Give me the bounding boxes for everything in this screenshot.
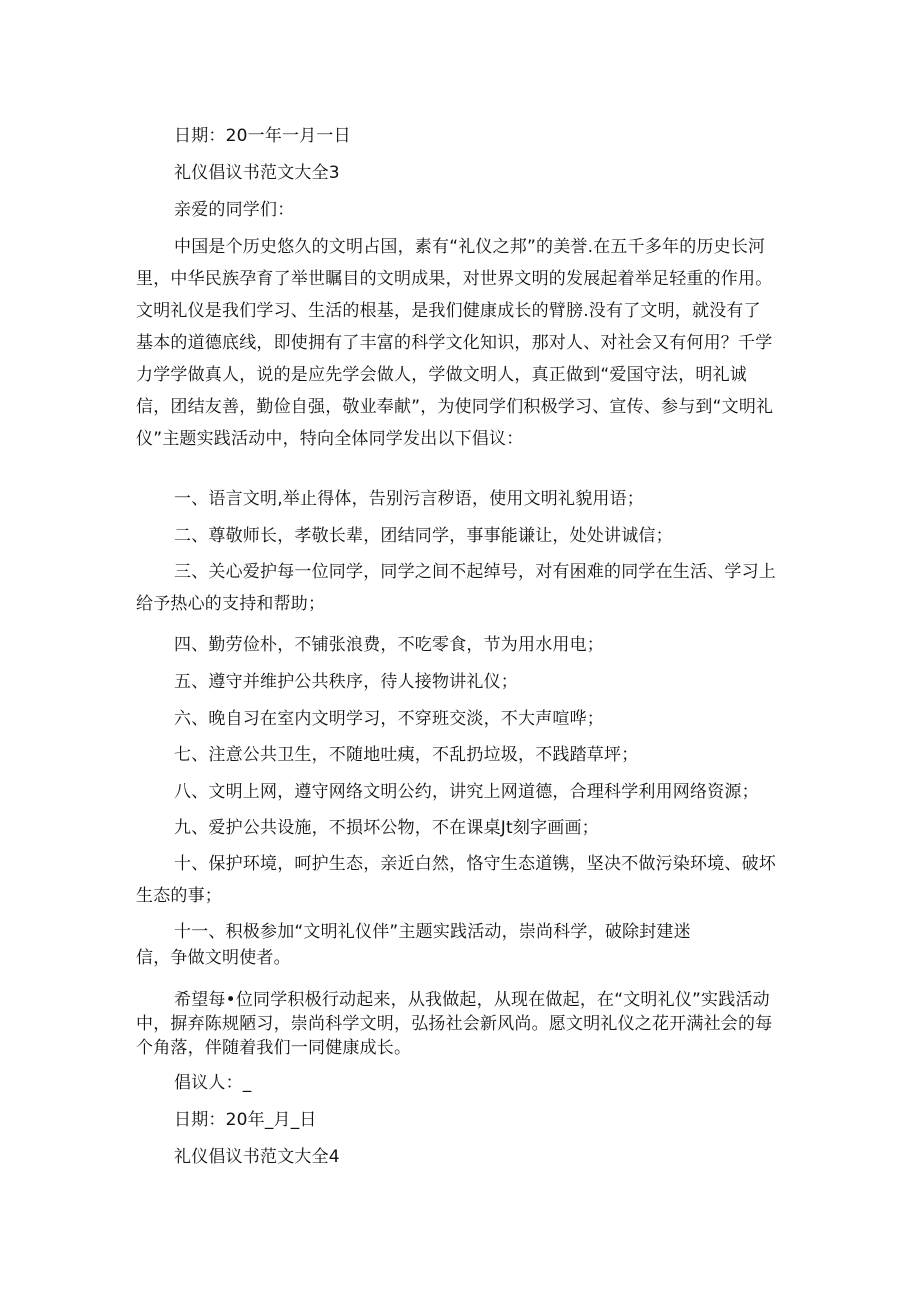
intro-paragraph: 中国是个历史悠久的文明占国，素有“礼仪之邦”的美誉.在五千多年的历史长河里，中华民族孕育了举世瞩目的文明成果，对世界文明的发展起着举足轻重的作用。文明礼仪是我们学习、生活的根基，是我们健康成长的臂膀.没有了文明，就没有了基本的道德底线，即使拥有了丰富的科学文化知识，那对人、对社会又有何用？千学力学学做真人，说的是应先学会做人，学做文明人，真正做到“爱国守法，明礼诚信，团结友善，勤俭自强，敬业奉献”，为使同学们积极学习、宣传、参与到“文明礼仪”主题实践活动中，特向全体同学发出以下倡议： <box>136 237 774 449</box>
list-item: 一、语言文明,举止得体，告别污言秽语，使用文明礼貌用语； <box>174 489 645 509</box>
list-item: 九、爱护公共设施，不损坏公物，不在课桌Jt刻字画画； <box>174 818 599 838</box>
list-item: 五、遵守并维护公共秩序，待人接物讲礼仪； <box>174 672 518 692</box>
list-item: 八、文明上网，遵守网络文明公约，讲究上网道德，合理科学利用网络资源； <box>174 782 759 802</box>
closing-paragraph: 希望每•位同学积极行动起来，从我做起，从现在做起，在“文明礼仪”实践活动中，摒弃陈规陋习，崇尚科学文明，弘扬社会新风尚。愿文明礼仪之花开满社会的每个角落，伴随着我们一同健康成长。 <box>136 990 773 1058</box>
list-item: 十一、积极参加“文明礼仪伴”主题实践活动，崇尚科学，破除封建迷 <box>174 922 691 942</box>
date-line: 日期：20年_月_日 <box>174 1110 317 1130</box>
list-item: 七、注意公共卫生，不随地吐痍，不乱扔垃圾，不践踏草坪； <box>174 745 639 765</box>
list-item-continuation: 信，争做文明使者。 <box>136 948 291 968</box>
list-item: 十、保护环境，呵护生态，亲近白然，恪守生态道镌，坚决不做污染环境、破坏生态的事； <box>136 854 776 906</box>
section-title: 礼仪倡议书范文大全3 <box>174 163 340 183</box>
signer-line: 倡议人：_ <box>174 1073 252 1093</box>
list-item: 四、勤劳俭朴，不铺张浪费，不吃零食，节为用水用电； <box>174 635 604 655</box>
list-item: 三、关心爱护每一位同学，同学之间不起绰号，对有困难的同学在生活、学习上给予热心的支持和帮助； <box>136 562 776 614</box>
greeting: 亲爱的同学们： <box>174 200 295 220</box>
list-item: 二、尊敬师长，孝敬长辈，团结同学，事事能谦让，处处讲诚信； <box>174 526 673 546</box>
section-title: 礼仪倡议书范文大全4 <box>174 1147 340 1167</box>
list-item: 六、晚自习在室内文明学习，不穿班交淡，不大声喧哗； <box>174 709 604 729</box>
date-line: 日期：20一年一月一日 <box>174 126 351 146</box>
